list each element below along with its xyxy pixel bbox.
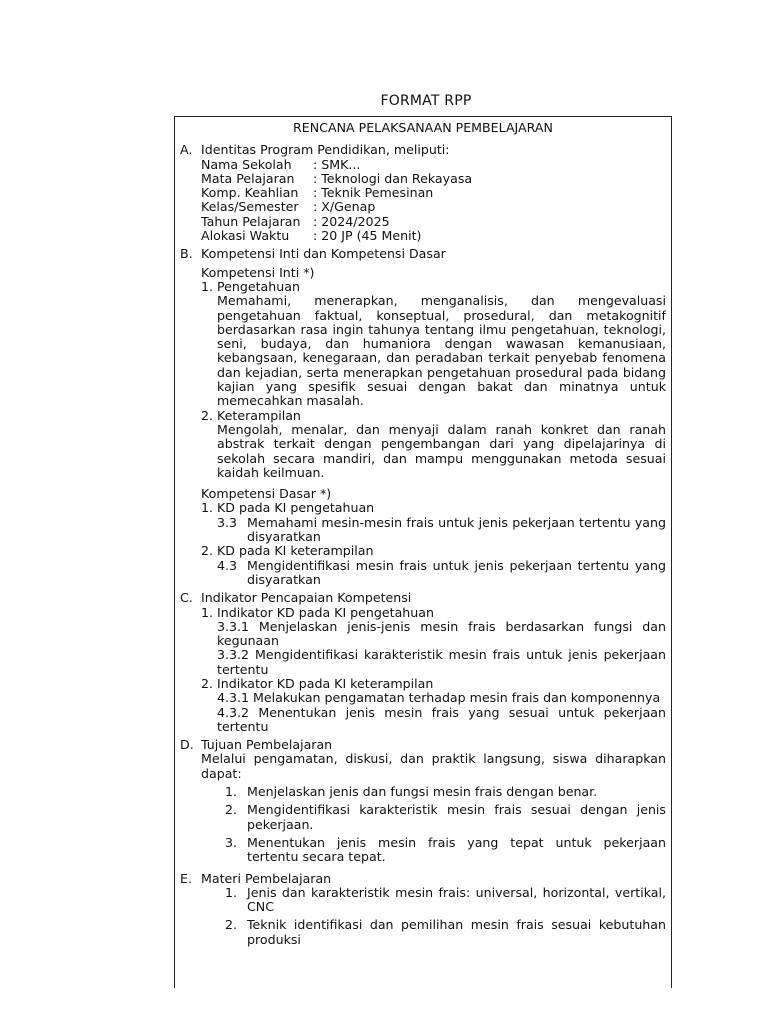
section-indikator [180, 591, 666, 734]
section-heading: Identitas Program Pendidikan, meliputi: [201, 142, 450, 158]
kd-text: Mengidentifikasi mesin frais untuk jenis pekerjaan tertentu yang disyaratkan [247, 557, 666, 587]
kd-code: 3.3 [217, 514, 238, 530]
indicator-item: 3.3.1 Menjelaskan jenis-jenis mesin frais berdasarkan fungsi dan kegunaan [217, 618, 666, 649]
indicator-item: 4.3.1 Melakukan pengamatan terhadap mesin frais dan komponennya [217, 690, 661, 706]
identity-label: Alokasi Waktu [201, 228, 290, 244]
section-tujuan [180, 738, 666, 864]
list-item [201, 803, 666, 832]
list-item [201, 918, 666, 947]
item-number: 2. [201, 543, 214, 559]
identity-row [201, 215, 666, 229]
item-number: 1. [201, 500, 214, 516]
document-content [180, 121, 666, 947]
list-item [201, 785, 666, 799]
section-kompetensi [180, 247, 666, 587]
kd-title: KD pada KI keterampilan [217, 543, 374, 559]
identity-row [201, 172, 666, 186]
kd-text: Memahami mesin-mesin frais untuk jenis pekerjaan tertentu yang disyaratkan [247, 514, 666, 545]
kd-entry [217, 516, 666, 545]
identity-value: : 20 JP (45 Menit) [313, 228, 422, 244]
section-letter: A. [180, 142, 193, 158]
ki-title: Keterampilan [217, 407, 301, 423]
indicator-group-title: Indikator KD pada KI pengetahuan [217, 604, 434, 620]
indicator-item: 3.3.2 Mengidentifikasi karakteristik mesin frais untuk jenis pekerjaan tertentu [217, 647, 666, 677]
kd-heading: Kompetensi Dasar *) [201, 486, 332, 502]
identity-label: Tahun Pelajaran [201, 213, 301, 229]
identity-value: : Teknik Pemesinan [313, 185, 434, 201]
kd-entry [217, 559, 666, 588]
indicator-group [201, 677, 666, 734]
ki-heading: Kompetensi Inti *) [201, 264, 315, 280]
item-number: 1. [201, 278, 214, 294]
ki-title: Pengetahuan [217, 278, 300, 294]
identity-label: Mata Pelajaran [201, 170, 295, 186]
section-heading: Tujuan Pembelajaran [201, 737, 333, 753]
section-letter: C. [180, 590, 193, 606]
ki-item [201, 280, 666, 409]
identity-label: Kelas/Semester [201, 199, 299, 215]
item-number: 2. [201, 407, 214, 423]
list-item-text: Menentukan jenis mesin frais yang tepat untuk pekerjaan tertentu secara tepat. [247, 834, 666, 865]
section-identitas [180, 143, 666, 243]
section-heading: Indikator Pencapaian Kompetensi [201, 590, 412, 606]
identity-value: : X/Genap [313, 199, 376, 215]
identity-row [201, 229, 666, 243]
item-number: 1. [225, 884, 238, 900]
kd-item [201, 544, 666, 587]
identity-label: Nama Sekolah [201, 156, 292, 172]
list-item [201, 836, 666, 865]
indicator-item: 4.3.2 Menentukan jenis mesin frais yang sesuai untuk pekerjaan tertentu [217, 704, 666, 734]
section-heading: Kompetensi Inti dan Kompetensi Dasar [201, 246, 446, 262]
list-item [201, 886, 666, 915]
list-item-text: Menjelaskan jenis dan fungsi mesin frais dengan benar. [247, 784, 598, 800]
list-item-text: Mengidentifikasi karakteristik mesin frais sesuai dengan jenis pekerjaan. [247, 802, 666, 832]
kd-title: KD pada KI pengetahuan [217, 500, 375, 516]
identity-row [201, 158, 666, 172]
ki-text: Memahami, menerapkan, menganalisis, dan mengevaluasi pengetahuan faktual, konseptual, prosedural, dan metakognitif berdasarkan rasa ingin tahunya tentang ilmu pengetahuan, teknologi, seni, budaya, dan humaniora dengan wawasan kemanusiaan, kebangsaan, kenegaraan, dan peradaban terkait penyebab fenomena dan kejadian, serta menerapkan pengetahuan prosedural pada bidang kajian yang spesifik sesuai dengan bakat dan minatnya untuk memecahkan masalah. [217, 293, 666, 409]
indicator-group-title: Indikator KD pada KI keterampilan [217, 675, 434, 691]
identity-row [201, 186, 666, 200]
ki-text: Mengolah, menalar, dan menyaji dalam ranah konkret dan ranah abstrak terkait dengan pengembangan dari yang dipelajarinya di sekolah secara mandiri, dan mampu menggunakan metoda sesuai kaidah keilmuan. [217, 421, 666, 480]
item-number: 1. [225, 784, 238, 800]
section-materi [180, 872, 666, 947]
identity-value: : SMK... [313, 156, 361, 172]
kd-item [201, 501, 666, 544]
item-number: 1. [201, 604, 214, 620]
indicator-group [201, 606, 666, 677]
ki-item [201, 409, 666, 480]
section-heading: Materi Pembelajaran [201, 870, 332, 886]
kd-code: 4.3 [217, 557, 238, 573]
list-item-text: Teknik identifikasi dan pemilihan mesin frais sesuai kebutuhan produksi [247, 917, 666, 947]
item-number: 2. [225, 917, 238, 933]
tujuan-intro: Melalui pengamatan, diskusi, dan praktik langsung, siswa diharapkan dapat: [201, 751, 666, 781]
section-letter: D. [180, 737, 194, 753]
list-item-text: Jenis dan karakteristik mesin frais: universal, horizontal, vertikal, CNC [247, 884, 666, 915]
item-number: 3. [225, 834, 238, 850]
item-number: 2. [201, 675, 214, 691]
item-number: 2. [225, 802, 238, 818]
identity-value: : Teknologi dan Rekayasa [313, 170, 473, 186]
section-letter: E. [180, 870, 192, 886]
page-title: FORMAT RPP [380, 93, 472, 109]
section-letter: B. [180, 246, 193, 262]
identity-value: : 2024/2025 [313, 213, 390, 229]
document-title: RENCANA PELAKSANAAN PEMBELAJARAN [293, 120, 553, 135]
identity-row [201, 200, 666, 214]
identity-label: Komp. Keahlian [201, 185, 299, 201]
